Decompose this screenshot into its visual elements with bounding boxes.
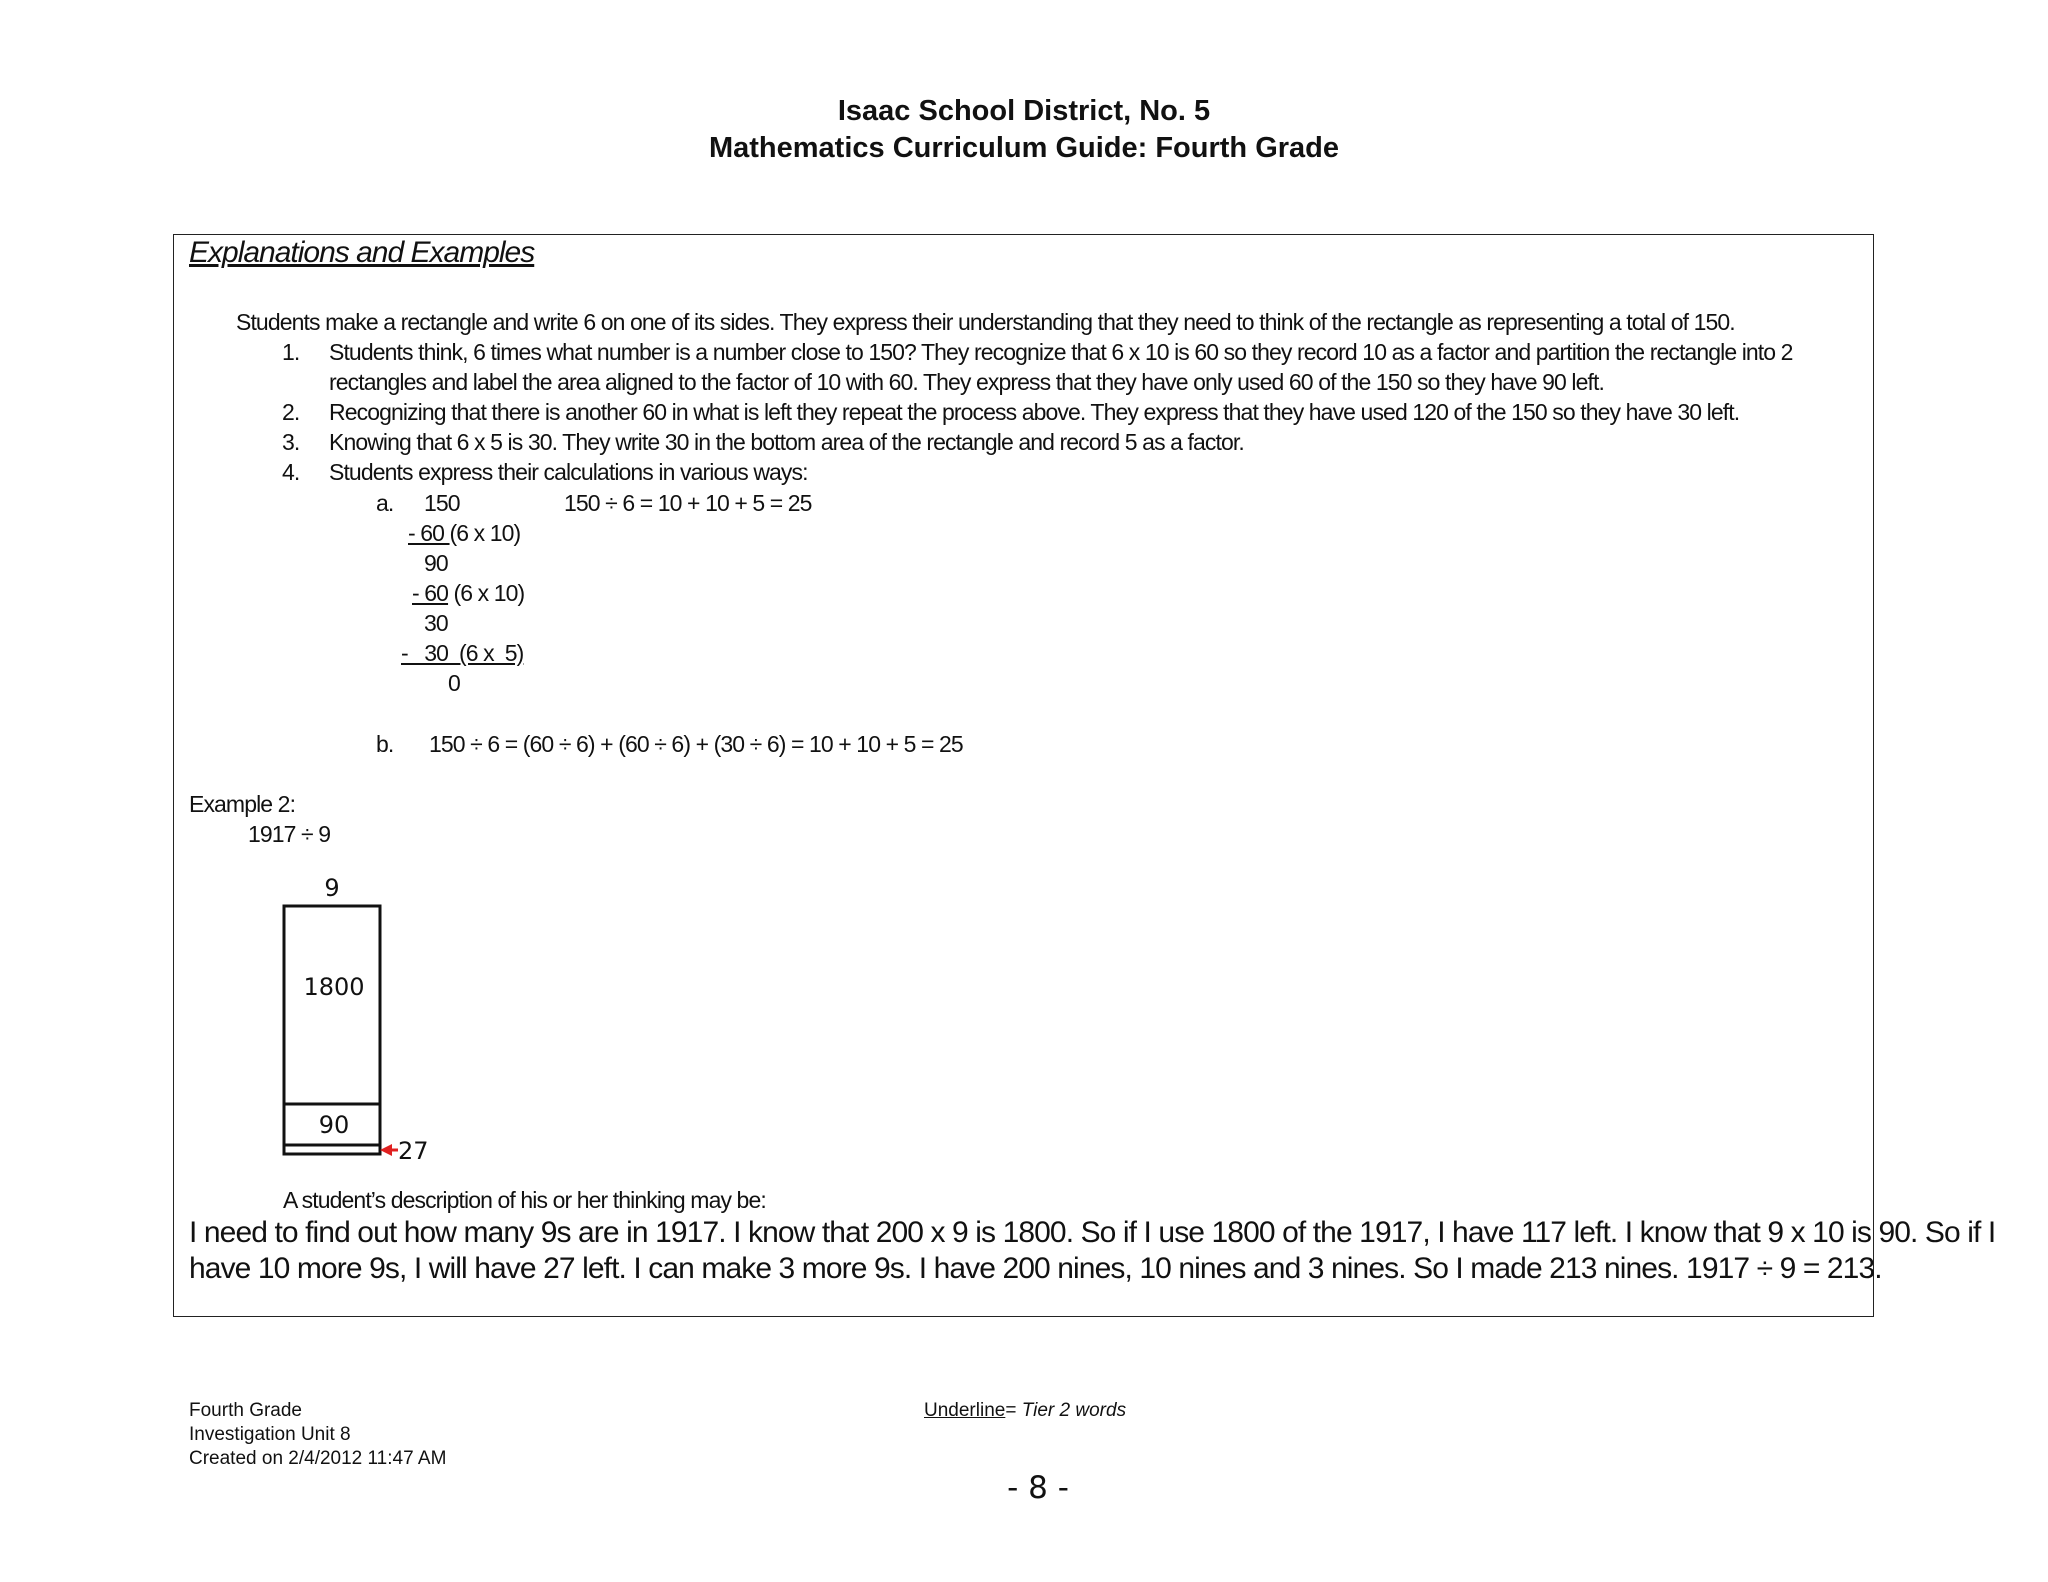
document-title: Isaac School District, No. 5 bbox=[837, 95, 1211, 127]
footer-unit: Investigation Unit 8 bbox=[189, 1424, 351, 1445]
calc-a-subtract-3: - 30 (6 x 5) bbox=[401, 640, 524, 666]
calc-a-subtrahend: - 60 bbox=[408, 520, 450, 546]
diagram-area-1800: 1800 bbox=[303, 973, 365, 1001]
example-2-problem: 1917 ÷ 9 bbox=[248, 821, 331, 847]
area-model-diagram bbox=[270, 868, 450, 1168]
calc-a-label: a. bbox=[376, 490, 394, 516]
calc-b-equation: 150 ÷ 6 = (60 ÷ 6) + (60 ÷ 6) + (30 ÷ 6) = 10 + 10 + 5 = 25 bbox=[429, 731, 963, 757]
calc-a-factor: (6 x 10) bbox=[448, 580, 525, 606]
intro-paragraph: Students make a rectangle and write 6 on one of its sides. They express their understanding that they need to think of the rectangle as representing a total of 150. bbox=[236, 309, 1735, 335]
step-text: Students think, 6 times what number is a number close to 150? They recognize that 6 x 10 is 60 so they record 10 as a factor and partition the rectangle into 2 bbox=[329, 339, 1793, 365]
calc-a-result: 0 bbox=[448, 670, 460, 696]
step-text: Knowing that 6 x 5 is 30. They write 30 in the bottom area of the rectangle and record 5 as a factor. bbox=[329, 429, 1244, 455]
legend-tier2-label: Tier 2 words bbox=[1021, 1400, 1127, 1421]
calc-b-label: b. bbox=[376, 731, 394, 757]
student-description-caption: A student’s description of his or her thinking may be: bbox=[283, 1187, 766, 1213]
calc-a-remainder: 90 bbox=[424, 550, 448, 576]
page-number: - 8 - bbox=[1007, 1470, 1069, 1506]
student-description-line: have 10 more 9s, I will have 27 left. I can make 3 more 9s. I have 200 nines, 10 nines and 3 nines. So I made 213 nines. 1917 ÷ 9 = 213. bbox=[189, 1252, 1882, 1285]
calc-a-factor: (6 x 10) bbox=[449, 520, 521, 546]
diagram-remainder: 27 bbox=[398, 1137, 429, 1165]
step-text: rectangles and label the area aligned to the factor of 10 with 60. They express that they have only used 60 of the 150 so they have 90 left. bbox=[329, 369, 1604, 395]
student-description-line: I need to find out how many 9s are in 1917. I know that 200 x 9 is 1800. So if I use 1800 of the 1917, I have 117 left. I know that 9 x 10 is 90. So if I bbox=[189, 1216, 1996, 1249]
legend-underline-sample: Underline bbox=[924, 1400, 1006, 1421]
calc-a-start: 150 bbox=[424, 490, 460, 516]
footer-created: Created on 2/4/2012 11:47 AM bbox=[189, 1448, 447, 1469]
diagram-side-label: 9 bbox=[324, 874, 340, 902]
footer-grade: Fourth Grade bbox=[189, 1400, 302, 1421]
diagram-area-90: 90 bbox=[318, 1111, 350, 1139]
step-number: 2. bbox=[282, 399, 300, 425]
section-heading: Explanations and Examples bbox=[189, 236, 535, 269]
footer-legend bbox=[924, 1400, 1126, 1422]
calc-a-subtract-1 bbox=[408, 520, 520, 547]
calc-a-remainder: 30 bbox=[424, 610, 448, 636]
step-number: 4. bbox=[282, 459, 300, 485]
calc-a-equation: 150 ÷ 6 = 10 + 10 + 5 = 25 bbox=[564, 490, 812, 516]
example-2-title: Example 2: bbox=[189, 791, 296, 817]
legend-equals: = bbox=[1005, 1400, 1022, 1421]
calc-a-subtrahend: - 60 bbox=[412, 580, 449, 606]
calc-a-subtract-2 bbox=[412, 580, 524, 607]
step-text: Recognizing that there is another 60 in what is left they repeat the process above. They express that they have used 120 of the 150 so they have 30 left. bbox=[329, 399, 1740, 425]
step-number: 1. bbox=[282, 339, 300, 365]
document-subtitle: Mathematics Curriculum Guide: Fourth Grade bbox=[708, 132, 1340, 164]
step-text: Students express their calculations in various ways: bbox=[329, 459, 808, 485]
step-number: 3. bbox=[282, 429, 300, 455]
